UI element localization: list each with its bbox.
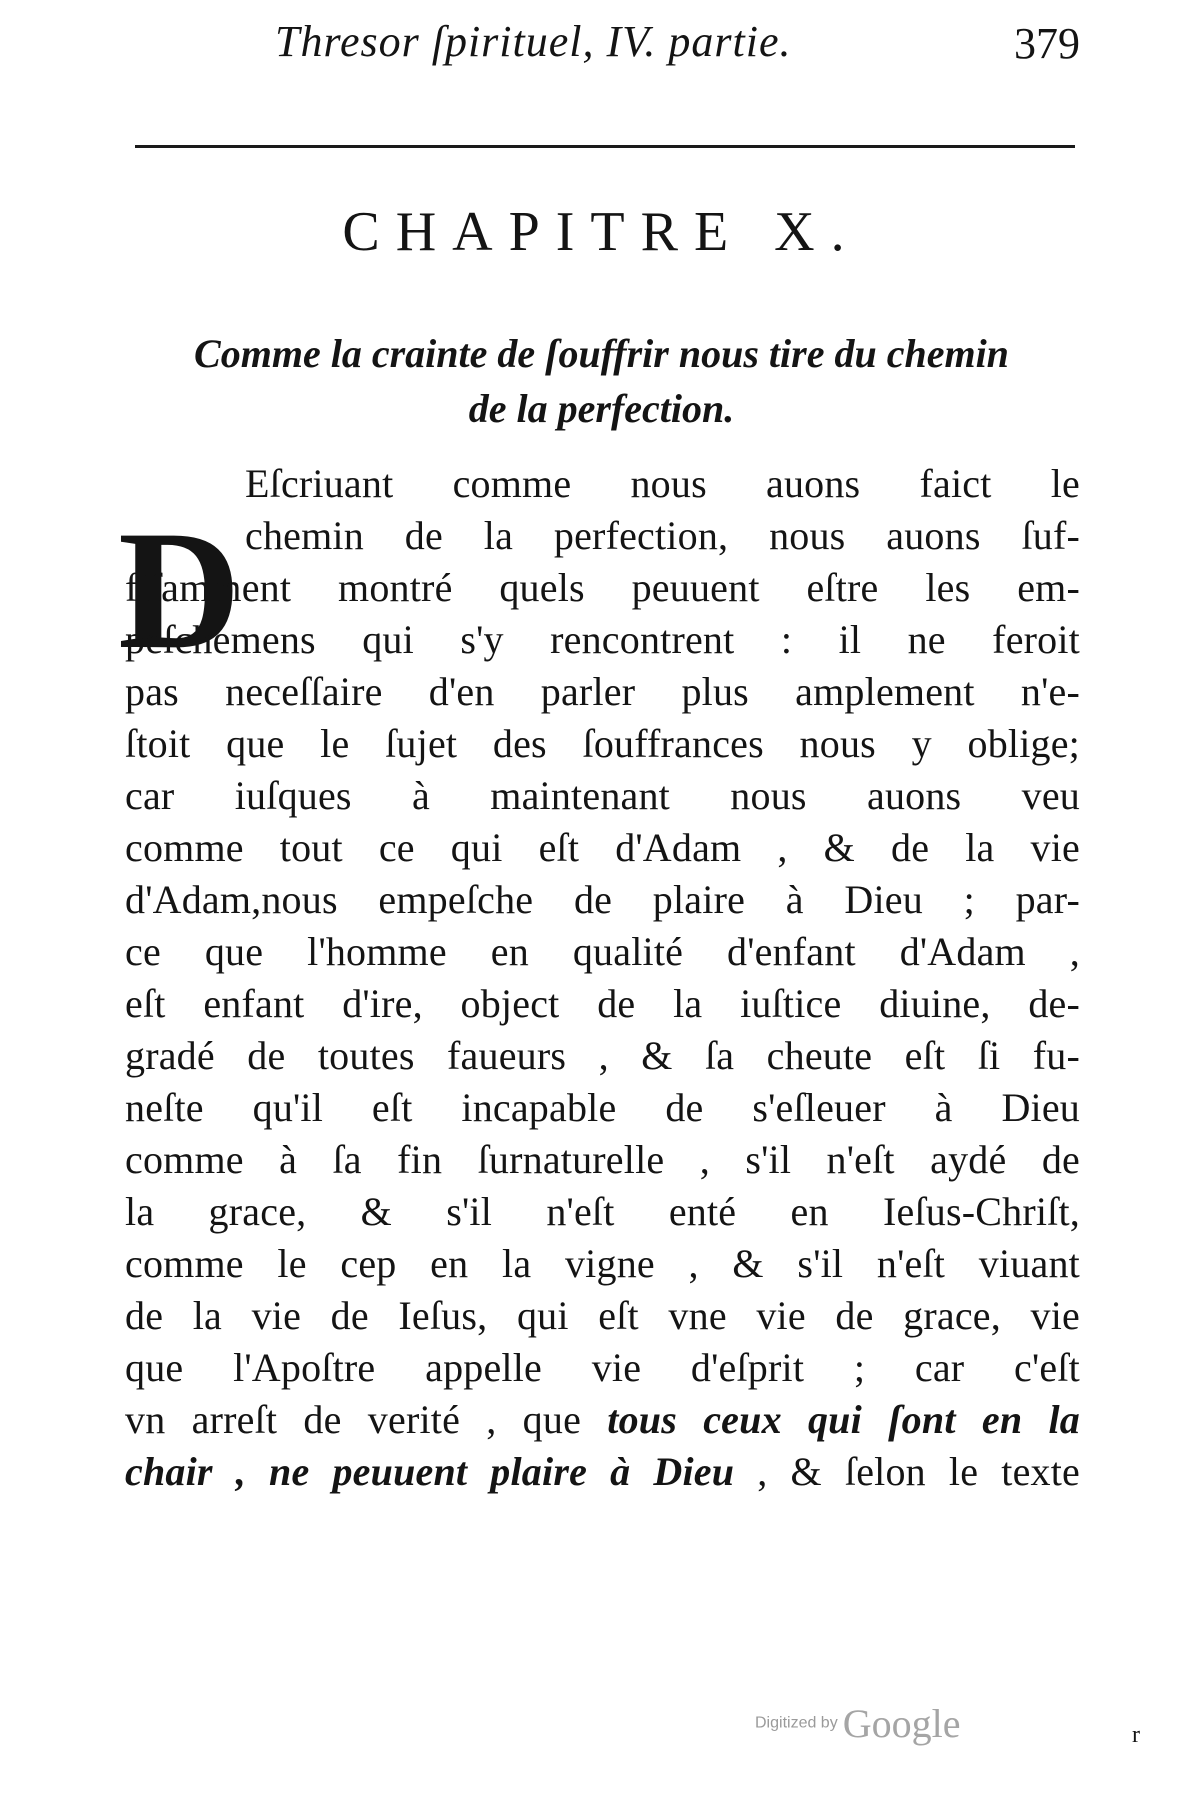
chapter-subtitle-line-2: de la perfection. [468, 386, 735, 431]
body-line: fiſamment montré quels peuuent eſtre les em- [125, 565, 1080, 610]
header-rule [135, 145, 1075, 148]
drop-cap: D [118, 496, 241, 684]
body-line: comme à ſa fin ſurnaturelle , s'il n'eſt aydé de [125, 1137, 1080, 1182]
body-line: gradé de toutes faueurs , & ſa cheute eſt ſi fu- [125, 1033, 1080, 1078]
body-line: ce que l'homme en qualité d'enfant d'Adam , [125, 929, 1080, 974]
body-line-with-quote [125, 1392, 1080, 1448]
body-text-roman: , & ſelon le texte [734, 1449, 1080, 1494]
corner-mark: r [1132, 1722, 1140, 1748]
watermark-brand: Google [842, 1701, 961, 1746]
body-text-roman: vn arreſt de verité , que [125, 1397, 608, 1442]
body-line: que l'Apoſtre appelle vie d'eſprit ; car c'eſt [125, 1345, 1080, 1390]
chapter-title: CHAPITRE X. [342, 201, 861, 263]
body-line: chemin de la perfection, nous auons ſuf- [245, 513, 1080, 558]
scripture-quote: tous ceux qui ſont en la [607, 1397, 1080, 1442]
body-line: ſtoit que le ſujet des ſouffrances nous y oblige; [125, 721, 1080, 766]
chapter-subtitle-line-1: Comme la crainte de ſouffrir nous tire du chemin [194, 331, 1009, 376]
scripture-quote: chair , ne peuuent plaire à Dieu [125, 1449, 735, 1494]
body-line: neſte qu'il eſt incapable de s'eſleuer à Dieu [125, 1085, 1080, 1130]
body-line: car iuſques à maintenant nous auons veu [125, 773, 1080, 818]
running-title: Thresor ſpirituel, IV. partie. [275, 17, 792, 66]
watermark-prefix: Digitized by [755, 1714, 838, 1732]
page-number: 379 [1014, 19, 1080, 68]
body-line-with-quote [125, 1444, 1080, 1500]
google-watermark [755, 1700, 961, 1747]
body-line: comme tout ce qui eſt d'Adam , & de la vie [125, 825, 1080, 870]
running-header [265, 10, 1080, 80]
body-line: la grace, & s'il n'eſt enté en Ieſus-Chriſt, [125, 1189, 1080, 1234]
body-line: Eſcriuant comme nous auons faict le [245, 461, 1080, 506]
body-line: pas neceſſaire d'en parler plus amplement n'e- [125, 669, 1080, 714]
body-line: eſt enfant d'ire, object de la iuſtice diuine, de- [125, 981, 1080, 1026]
body-line: d'Adam,nous empeſche de plaire à Dieu ; par- [125, 877, 1080, 922]
body-line: peſchemens qui s'y rencontrent : il ne feroit [125, 617, 1080, 662]
body-line: de la vie de Ieſus, qui eſt vne vie de grace, vie [125, 1293, 1080, 1338]
body-line: comme le cep en la vigne , & s'il n'eſt viuant [125, 1241, 1080, 1286]
